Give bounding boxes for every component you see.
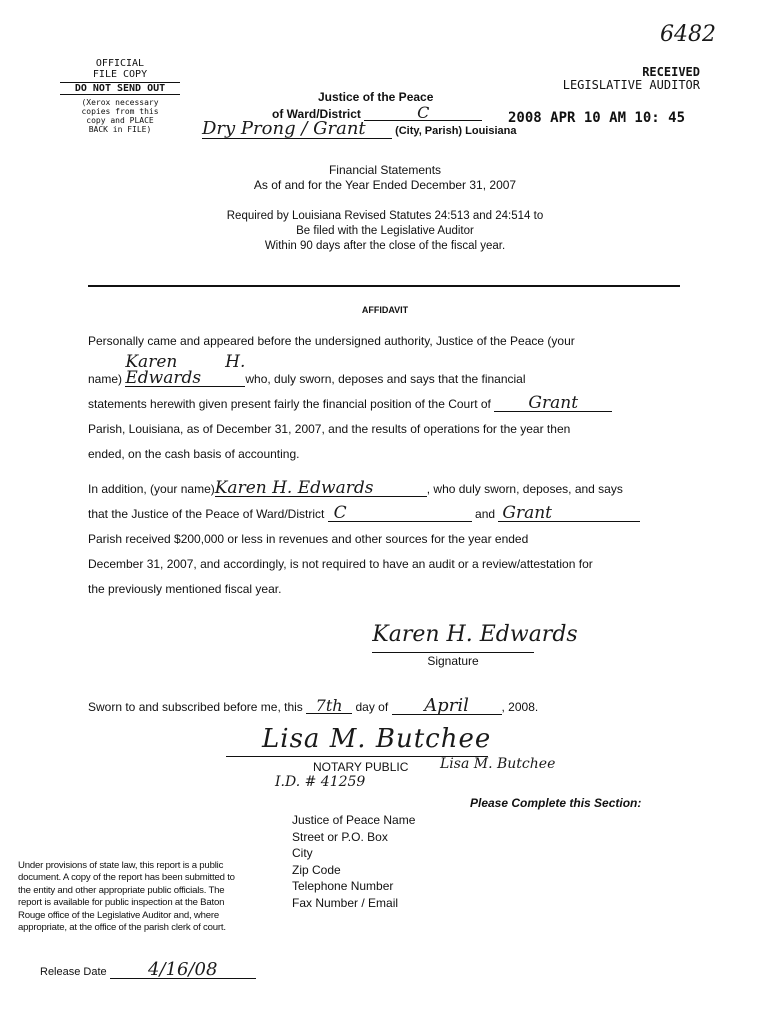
aff-p1-line-4: Parish, Louisiana, as of December 31, 2007, and the results of operations for the year then	[88, 422, 571, 436]
document-title: Justice of the Peace	[318, 90, 434, 104]
ward-value: C	[364, 106, 482, 121]
sworn-year: , 2008.	[501, 700, 539, 714]
location-suffix: (City, Parish) Louisiana	[395, 125, 517, 137]
financial-statements-period: As of and for the Year Ended December 31, 2007	[253, 178, 517, 192]
signature-line	[372, 652, 534, 653]
do-not-send-label: DO NOT SEND OUT	[60, 82, 180, 95]
street-field: Street or P.O. Box	[292, 829, 388, 844]
location-line	[202, 120, 517, 139]
sworn-line: Sworn to and subscribed before me, this 7th day of April , 2008.	[88, 695, 539, 716]
court-parish-field: Grant	[494, 395, 612, 412]
aff-p2-line-5: the previously mentioned fiscal year.	[88, 582, 282, 596]
aff-p2-line-4: December 31, 2007, and accordingly, is not required to have an audit or a review/attestation for	[88, 557, 593, 571]
received-stamp	[520, 66, 700, 92]
notary-signature: Lisa M. Butchee	[262, 724, 492, 754]
received-label: RECEIVED	[642, 65, 700, 79]
affidavit-heading: AFFIDAVIT	[361, 305, 409, 315]
legislative-auditor-label: LEGISLATIVE AUDITOR	[562, 78, 700, 92]
city-field: City	[292, 846, 313, 860]
requirement-block	[170, 209, 600, 254]
financial-statements-block	[180, 163, 590, 193]
affiant-signature: Karen H. Edwards	[372, 622, 578, 647]
release-date-row	[40, 959, 256, 980]
xerox-note-3: copy and PLACE	[86, 116, 154, 125]
affiant-name-field-2: Karen H. Edwards	[215, 480, 427, 497]
corner-file-number: 6482	[660, 22, 716, 47]
aff-p1-line-5: ended, on the cash basis of accounting.	[88, 447, 300, 461]
zip-field: Zip Code	[292, 862, 341, 877]
sworn-month-field: April	[392, 698, 502, 715]
notice-line-6: appropriate, at the office of the parish clerk of court.	[18, 922, 226, 934]
notary-public-label: NOTARY PUBLIC	[313, 760, 409, 774]
sworn-day-field: 7th	[306, 698, 352, 714]
ward-district-field: C	[328, 505, 472, 522]
complete-section-heading: Please Complete this Section:	[470, 796, 642, 810]
received-date-stamp: 2008 APR 10 AM 10: 45	[508, 110, 686, 126]
affidavit-paragraph-1	[88, 329, 680, 467]
requirement-line-2: Be filed with the Legislative Auditor	[296, 225, 474, 237]
official-label: OFFICIAL	[95, 58, 145, 69]
official-file-copy-stamp	[60, 58, 180, 134]
file-copy-label: FILE COPY	[92, 69, 148, 80]
notary-printed-name: Lisa M. Butchee	[440, 756, 556, 772]
notice-line-4: report is available for public inspection at the Baton	[18, 897, 225, 909]
release-date-label: Release Date	[40, 966, 107, 978]
aff-p1-line-3: statements herewith given present fairly the financial position of the Court of Grant	[88, 392, 680, 417]
notary-id: I.D. # 41259	[275, 774, 366, 790]
release-date-value: 4/16/08	[110, 962, 256, 979]
justice-name-field: Justice of Peace Name	[292, 813, 416, 827]
requirement-line-1: Required by Louisiana Revised Statutes 24:513 and 24:514 to	[226, 210, 544, 222]
telephone-field: Telephone Number	[292, 879, 394, 893]
fax-email-field: Fax Number / Email	[292, 895, 399, 910]
notice-line-1: Under provisions of state law, this report is a public	[18, 860, 224, 871]
notice-line-2: document. A copy of the report has been submitted to	[18, 872, 235, 884]
notice-line-3: the entity and other appropriate public officials. The	[18, 884, 225, 896]
financial-statements-title: Financial Statements	[328, 163, 442, 177]
aff-p1-line-2: name) Karen H. Edwards who, duly sworn, deposes and says that the financial	[88, 352, 526, 388]
ward-prefix: of Ward/District	[272, 107, 361, 121]
affidavit-paragraph-2	[88, 477, 680, 602]
notice-line-5: Rouge office of the Legislative Auditor and, where	[18, 909, 220, 921]
aff-p2-line-2: that the Justice of the Peace of Ward/District C and Grant	[88, 502, 680, 527]
location-value: Dry Prong / Grant	[202, 120, 392, 139]
parish-field: Grant	[498, 505, 640, 522]
signature-label: Signature	[427, 654, 479, 668]
public-notice	[18, 860, 290, 934]
affiant-name-field-1: Karen H. Edwards	[125, 352, 246, 388]
header-divider	[88, 285, 680, 287]
aff-p2-line-1: In addition, (your name)Karen H. Edwards , who duly sworn, deposes, and says	[88, 478, 623, 498]
xerox-note-4: BACK in FILE)	[88, 125, 152, 134]
aff-p2-line-3: Parish received $200,000 or less in revenues and other sources for the year ended	[88, 532, 529, 546]
xerox-note-2: copies from this	[81, 107, 159, 116]
complete-section-list	[292, 812, 415, 911]
requirement-line-3: Within 90 days after the close of the fiscal year.	[264, 240, 506, 252]
xerox-note-1: (Xerox necessary	[81, 98, 159, 107]
aff-p1-line-1: Personally came and appeared before the undersigned authority, Justice of the Peace (your	[88, 334, 575, 348]
